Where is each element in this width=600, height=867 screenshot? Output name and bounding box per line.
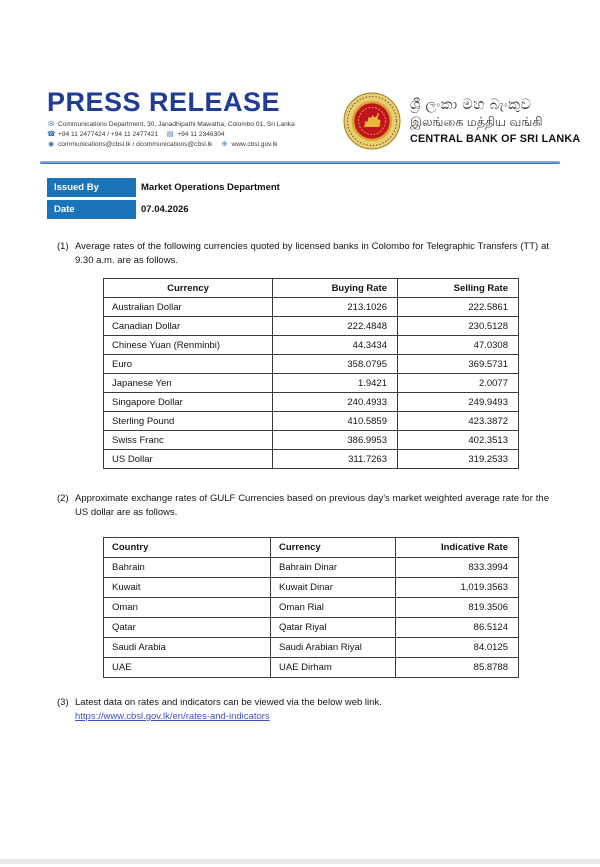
- selling-rate-cell: 2.0077: [398, 374, 519, 393]
- page-bottom-shadow: [0, 859, 600, 864]
- buying-rate-cell: 311.7263: [273, 450, 398, 469]
- column-header-selling-rate: Selling Rate: [398, 279, 519, 298]
- column-header-buying-rate: Buying Rate: [273, 279, 398, 298]
- column-header-currency: Currency: [104, 279, 273, 298]
- bank-name-english: CENTRAL BANK OF SRI LANKA: [410, 132, 581, 145]
- table-row: [104, 450, 519, 469]
- contact-email-row: [47, 140, 347, 150]
- table-row: [104, 393, 519, 412]
- paragraph-2-text: Approximate exchange rates of GULF Currencies based on previous day's market weighted average rate for the US dollar are as follows.: [75, 493, 549, 518]
- email-icon: ◉: [47, 141, 55, 148]
- bank-name-sinhala: ශ්‍රී ලංකා මහ බැංකුව: [410, 96, 532, 113]
- currency-cell: Oman Rial: [271, 598, 396, 618]
- country-cell: Kuwait: [104, 578, 271, 598]
- paragraph-3-text: Latest data on rates and indicators can be viewed via the below web link.: [75, 697, 382, 708]
- column-header-indicative-rate: Indicative Rate: [396, 538, 519, 558]
- table-row: [104, 558, 519, 578]
- buying-rate-cell: 222.4848: [273, 317, 398, 336]
- currency-cell: Kuwait Dinar: [271, 578, 396, 598]
- table-row: [104, 618, 519, 638]
- contact-website: www.cbsl.gov.lk: [231, 141, 278, 148]
- table-row: [104, 355, 519, 374]
- indicative-rate-cell: 85.8788: [396, 658, 519, 678]
- date-label: Date: [47, 200, 136, 219]
- buying-rate-cell: 386.9953: [273, 431, 398, 450]
- table-row: [104, 317, 519, 336]
- currency-cell: US Dollar: [104, 450, 273, 469]
- currency-cell: Singapore Dollar: [104, 393, 273, 412]
- table-header-row: [104, 538, 519, 558]
- currency-cell: Chinese Yuan (Renminbi): [104, 336, 273, 355]
- column-header-country: Country: [104, 538, 271, 558]
- phone-icon: ☎: [47, 131, 56, 138]
- issued-by-label: Issued By: [47, 178, 136, 197]
- column-header-currency: Currency: [271, 538, 396, 558]
- currency-cell: UAE Dirham: [271, 658, 396, 678]
- table-row: [104, 374, 519, 393]
- indicative-rate-cell: 1,019.3563: [396, 578, 519, 598]
- contact-address: Communications Department, 30, Janadhipathi Mawatha, Colombo 01, Sri Lanka: [58, 121, 295, 128]
- rates-indicators-link[interactable]: https://www.cbsl.gov.lk/en/rates-and-indicators: [75, 711, 270, 722]
- country-cell: Bahrain: [104, 558, 271, 578]
- paragraph-1-text: Average rates of the following currencies quoted by licensed banks in Colombo for Telegraphic Transfers (TT) at 9.30 a.m. are as follows.: [75, 241, 549, 266]
- envelope-icon: ✉: [48, 121, 54, 128]
- selling-rate-cell: 319.2533: [398, 450, 519, 469]
- paragraph-2: [57, 492, 549, 519]
- table-row: [104, 638, 519, 658]
- fax-printer-icon: ▤: [166, 131, 174, 138]
- indicative-rate-cell: 819.3506: [396, 598, 519, 618]
- table-row: [104, 598, 519, 618]
- selling-rate-cell: 423.3872: [398, 412, 519, 431]
- indicative-rate-cell: 833.3994: [396, 558, 519, 578]
- table-row: [104, 336, 519, 355]
- buying-rate-cell: 358.0795: [273, 355, 398, 374]
- country-cell: UAE: [104, 658, 271, 678]
- table-row: [104, 298, 519, 317]
- table-row: [104, 578, 519, 598]
- paragraph-3-number: (3): [57, 697, 69, 708]
- issued-by-row: [47, 178, 280, 197]
- bank-logo-block: [343, 92, 580, 150]
- contact-phone-row: [47, 130, 347, 140]
- selling-rate-cell: 230.5128: [398, 317, 519, 336]
- table-row: [104, 412, 519, 431]
- currency-cell: Australian Dollar: [104, 298, 273, 317]
- buying-rate-cell: 410.5859: [273, 412, 398, 431]
- indicative-rate-cell: 86.5124: [396, 618, 519, 638]
- date-row: [47, 200, 189, 219]
- currency-cell: Euro: [104, 355, 273, 374]
- paragraph-3: [57, 696, 549, 724]
- currency-cell: Sterling Pound: [104, 412, 273, 431]
- contact-fax: +94 11 2346304: [177, 131, 225, 138]
- contact-emails: communications@cbsl.lk / dcommunications@cbsl.lk: [58, 141, 213, 148]
- bank-names: [410, 96, 580, 147]
- selling-rate-cell: 402.3513: [398, 431, 519, 450]
- contact-block: [47, 120, 347, 150]
- selling-rate-cell: 369.5731: [398, 355, 519, 374]
- page-title: PRESS RELEASE: [47, 87, 281, 117]
- gulf-rates-table: [103, 537, 519, 678]
- contact-address-row: [47, 120, 347, 130]
- tt-rates-table: [103, 278, 519, 469]
- indicative-rate-cell: 84.0125: [396, 638, 519, 658]
- table-row: [104, 431, 519, 450]
- date-value: 07.04.2026: [141, 204, 189, 215]
- country-cell: Saudi Arabia: [104, 638, 271, 658]
- currency-cell: Canadian Dollar: [104, 317, 273, 336]
- selling-rate-cell: 222.5861: [398, 298, 519, 317]
- buying-rate-cell: 213.1026: [273, 298, 398, 317]
- selling-rate-cell: 47.0308: [398, 336, 519, 355]
- paragraph-2-number: (2): [57, 493, 69, 504]
- buying-rate-cell: 240.4933: [273, 393, 398, 412]
- currency-cell: Japanese Yen: [104, 374, 273, 393]
- contact-phones: +94 11 2477424 / +94 11 2477421: [58, 131, 159, 138]
- paragraph-1-number: (1): [57, 241, 69, 252]
- selling-rate-cell: 249.9493: [398, 393, 519, 412]
- header-divider: [40, 161, 560, 164]
- currency-cell: Qatar Riyal: [271, 618, 396, 638]
- masthead: [47, 88, 347, 150]
- table-row: [104, 658, 519, 678]
- issued-by-value: Market Operations Department: [141, 182, 280, 193]
- currency-cell: Saudi Arabian Riyal: [271, 638, 396, 658]
- central-bank-seal-icon: [343, 92, 401, 150]
- table-header-row: [104, 279, 519, 298]
- currency-cell: Swiss Franc: [104, 431, 273, 450]
- currency-cell: Bahrain Dinar: [271, 558, 396, 578]
- bank-name-tamil: இலங்கை மத்திய வங்கி: [410, 114, 543, 129]
- country-cell: Qatar: [104, 618, 271, 638]
- paragraph-1: [57, 240, 549, 267]
- country-cell: Oman: [104, 598, 271, 618]
- buying-rate-cell: 1.9421: [273, 374, 398, 393]
- buying-rate-cell: 44.3434: [273, 336, 398, 355]
- globe-icon: ⊕: [221, 141, 228, 148]
